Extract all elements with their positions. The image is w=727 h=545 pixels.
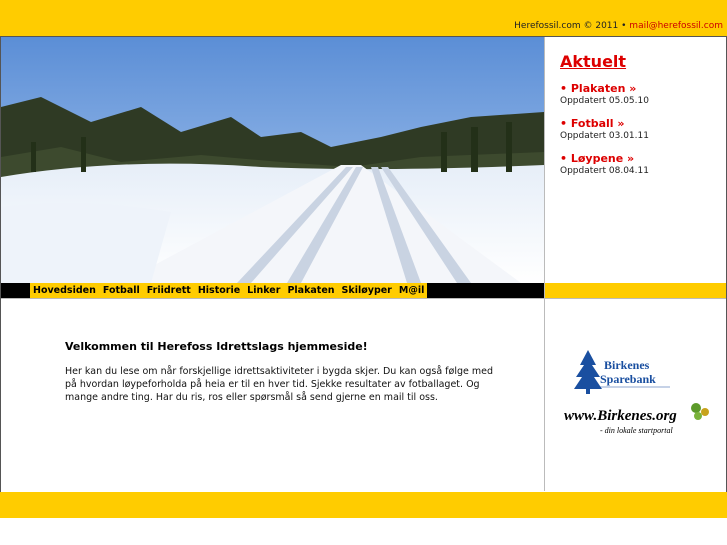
credit-text: Herefossil.com © 2011 • <box>514 21 627 31</box>
news-sidebar <box>560 52 720 187</box>
winter-landscape-image <box>1 37 544 283</box>
welcome-text: Her kan du lese om når forskjellige idrettsaktiviteter i bygda skjer. Du kan også følge med på hvordan løypeforholda på heia er til en hver tid. Sjekke resultater av fotballaget. Og mange andre ting. Har du ris, ros eller spørsmål så send gjerne en mail til oss. <box>65 366 493 403</box>
welcome-heading: Velkommen til Herefoss Idrettslags hjemmeside! <box>65 340 368 353</box>
column-divider <box>544 37 545 491</box>
news-item <box>560 117 720 141</box>
bottom-bar <box>0 492 727 518</box>
nav-item-hovedsiden[interactable]: Hovedsiden <box>33 285 96 296</box>
portal-name: www.Birkenes.org <box>564 408 677 424</box>
header-photo <box>1 37 544 283</box>
nav-item-plakaten[interactable]: Plakaten <box>287 285 335 296</box>
nav-bar <box>1 283 544 298</box>
news-link-fotball[interactable]: • Fotball » <box>560 117 625 130</box>
mail-link[interactable]: mail@herefossil.com <box>629 21 723 31</box>
news-link-plakaten[interactable]: • Plakaten » <box>560 82 637 95</box>
nav-item-friidrett[interactable]: Friidrett <box>146 285 191 296</box>
welcome-section <box>65 340 505 404</box>
news-item <box>560 152 720 176</box>
nav-item-skiloyper[interactable]: Skiløyper <box>341 285 392 296</box>
nav-item-linker[interactable]: Linker <box>247 285 281 296</box>
top-bar <box>0 0 727 36</box>
main-nav <box>30 283 427 298</box>
nav-item-historie[interactable]: Historie <box>197 285 241 296</box>
bank-name-line1: Birkenes <box>604 358 650 372</box>
nav-item-fotball[interactable]: Fotball <box>102 285 140 296</box>
sponsor-logos <box>560 345 720 444</box>
sidebar-title: Aktuelt <box>560 52 627 71</box>
news-link-loypene[interactable]: • Løypene » <box>560 152 635 165</box>
nav-item-mail[interactable]: M@il <box>398 285 425 296</box>
news-date: Oppdatert 05.05.10 <box>560 96 649 106</box>
site-credit <box>514 21 723 31</box>
birkenes-org-logo[interactable] <box>560 400 720 440</box>
portal-tagline: - din lokale startportal <box>600 426 673 435</box>
news-date: Oppdatert 08.04.11 <box>560 166 649 176</box>
news-date: Oppdatert 03.01.11 <box>560 131 649 141</box>
content-divider <box>1 298 726 299</box>
bank-name-line2: Sparebank <box>600 372 656 386</box>
nav-bar-right-strip <box>545 283 726 298</box>
news-item <box>560 82 720 106</box>
